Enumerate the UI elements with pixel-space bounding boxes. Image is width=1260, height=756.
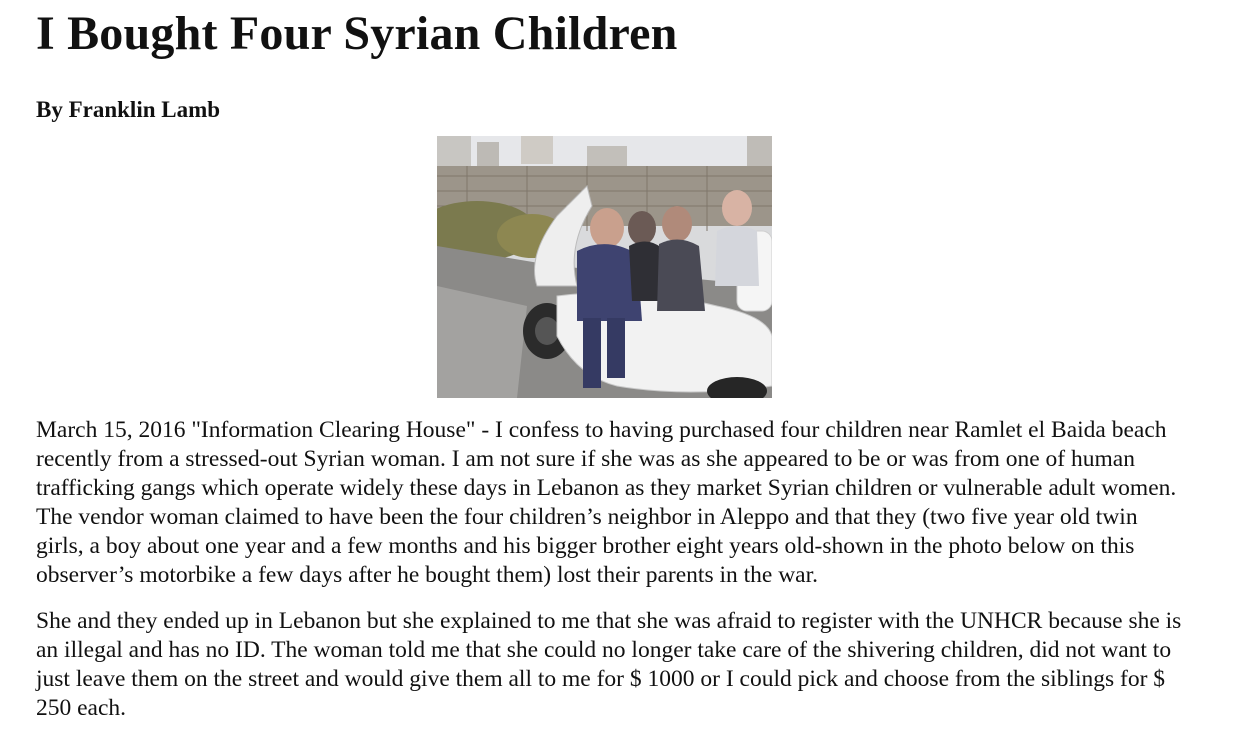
article-photo [437, 136, 772, 398]
body-paragraph-1: March 15, 2016 "Information Clearing House" - I confess to having purchased four children near Ramlet el Baida beach recently from a stressed-out Syrian woman. I am not sure if she was as she appeared to be or was from one of human trafficking gangs which operate widely these days in Lebanon as they market Syrian children or vulnerable adult women. The vendor woman claimed to have been the four children’s neighbor in Aleppo and that they (two five year old twin girls, a boy about one year and a few months and his bigger brother eight years old-shown in the photo below on this observer’s motorbike a few days after he bought them) lost their parents in the war. [36, 417, 1177, 588]
article-body [36, 416, 1186, 740]
article-title: I Bought Four Syrian Children [36, 7, 678, 60]
article [36, 0, 1236, 721]
photo-children-on-motorbike-icon [437, 136, 772, 398]
article-byline: By Franklin Lamb [36, 97, 221, 122]
body-paragraph-2: She and they ended up in Lebanon but she explained to me that she was afraid to register with the UNHCR because she is an illegal and has no ID. The woman told me that she could no longer take care of the shivering children, did not want to just leave them on the street and would give them all to me for $ 1000 or I could pick and choose from the siblings for $ 250 each. [36, 608, 1182, 721]
